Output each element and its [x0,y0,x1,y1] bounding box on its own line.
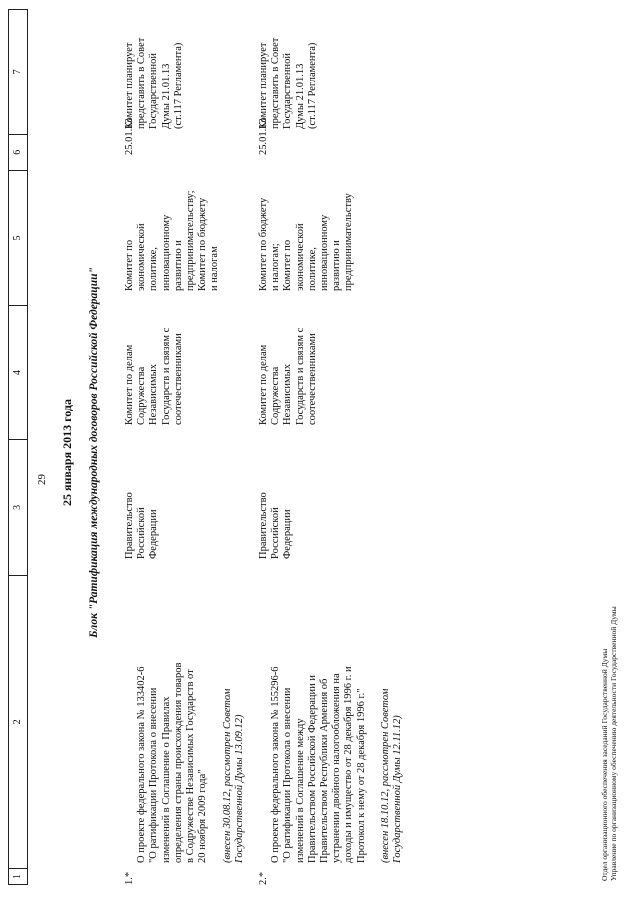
bill-title: О проекте федерального закона № 155296-6 "О ратификации Протокола о внесении изменений в Соглашение между Правительством Российской Федерации и Правительством Республики Армения об устранении двойного налогообложения на доходы и имущество от 28 декабря 1996 г. и Протокол к нему от 28 декабря 1996 г." [270,666,367,863]
table-row [124,0,250,905]
responsible-committee: Комитет по делам Содружества Независимых Государств и связям с соотечественниками [124,327,184,425]
footer-department: Отдел организационного обеспечения заседаний Государственной Думы Управление по организационному обеспечению деятельности Государственной Думы [600,606,618,881]
bill-title: О проекте федерального закона № 133402-6 "О ратификации Протокола о внесении изменений в Соглашение о Правилах определения страны происхождения товаров в Содружестве Независимых Государств от 20 ноября 2009 года" [136,662,209,863]
bill-note: (внесен 30.08.12, рассмотрен Советом Государственной Думы 13.09.12) [221,688,245,863]
bill-description [124,563,258,863]
col-4-header: 4 [9,305,27,439]
date-heading: 25 января 2013 года [60,399,74,506]
consideration-date: 25.01.13 [258,118,269,155]
block-title: Блок "Ратификация международных договоров Российской Федерации" [88,267,100,638]
initiator: Правительство Российской Федерации [124,492,160,559]
responsible-committee: Комитет по делам Содружества Независимых Государств и связям с соотечественниками [258,327,318,425]
col-7-header: 7 [12,69,23,75]
col-6-header: 6 [9,134,27,170]
column-number-header [8,9,28,885]
page-number: 29 [36,474,48,485]
col-2-header: 2 [9,575,27,868]
consideration-date: 25.01.13 [124,118,135,155]
committee-plan: Комитет планирует представить в Совет Государственной Думы 21.01.13 (ст.117 Регламента) [258,37,318,129]
bill-description [258,563,417,863]
row-number: 2.* [258,871,269,885]
co-executor-committees: Комитет по бюджету и налогам; Комитет по экономической политике, инновационному развитию и предпринимательству [258,193,355,291]
table-row [258,0,408,905]
bill-note: (внесен 18.10.12, рассмотрен Советом Государственной Думы 12.11.12) [380,688,404,863]
col-1-header: 1 [9,868,27,884]
committee-plan: Комитет планирует представить в Совет Государственной Думы 21.01.13 (ст.117 Регламента) [124,37,184,129]
co-executor-committees: Комитет по экономической политике, инновационному развитию и предпринимательству; Комитет по бюджету и налогам [124,190,221,291]
col-3-header: 3 [9,439,27,575]
col-5-header: 5 [9,170,27,306]
initiator: Правительство Российской Федерации [258,492,294,559]
row-number: 1.* [124,871,135,885]
